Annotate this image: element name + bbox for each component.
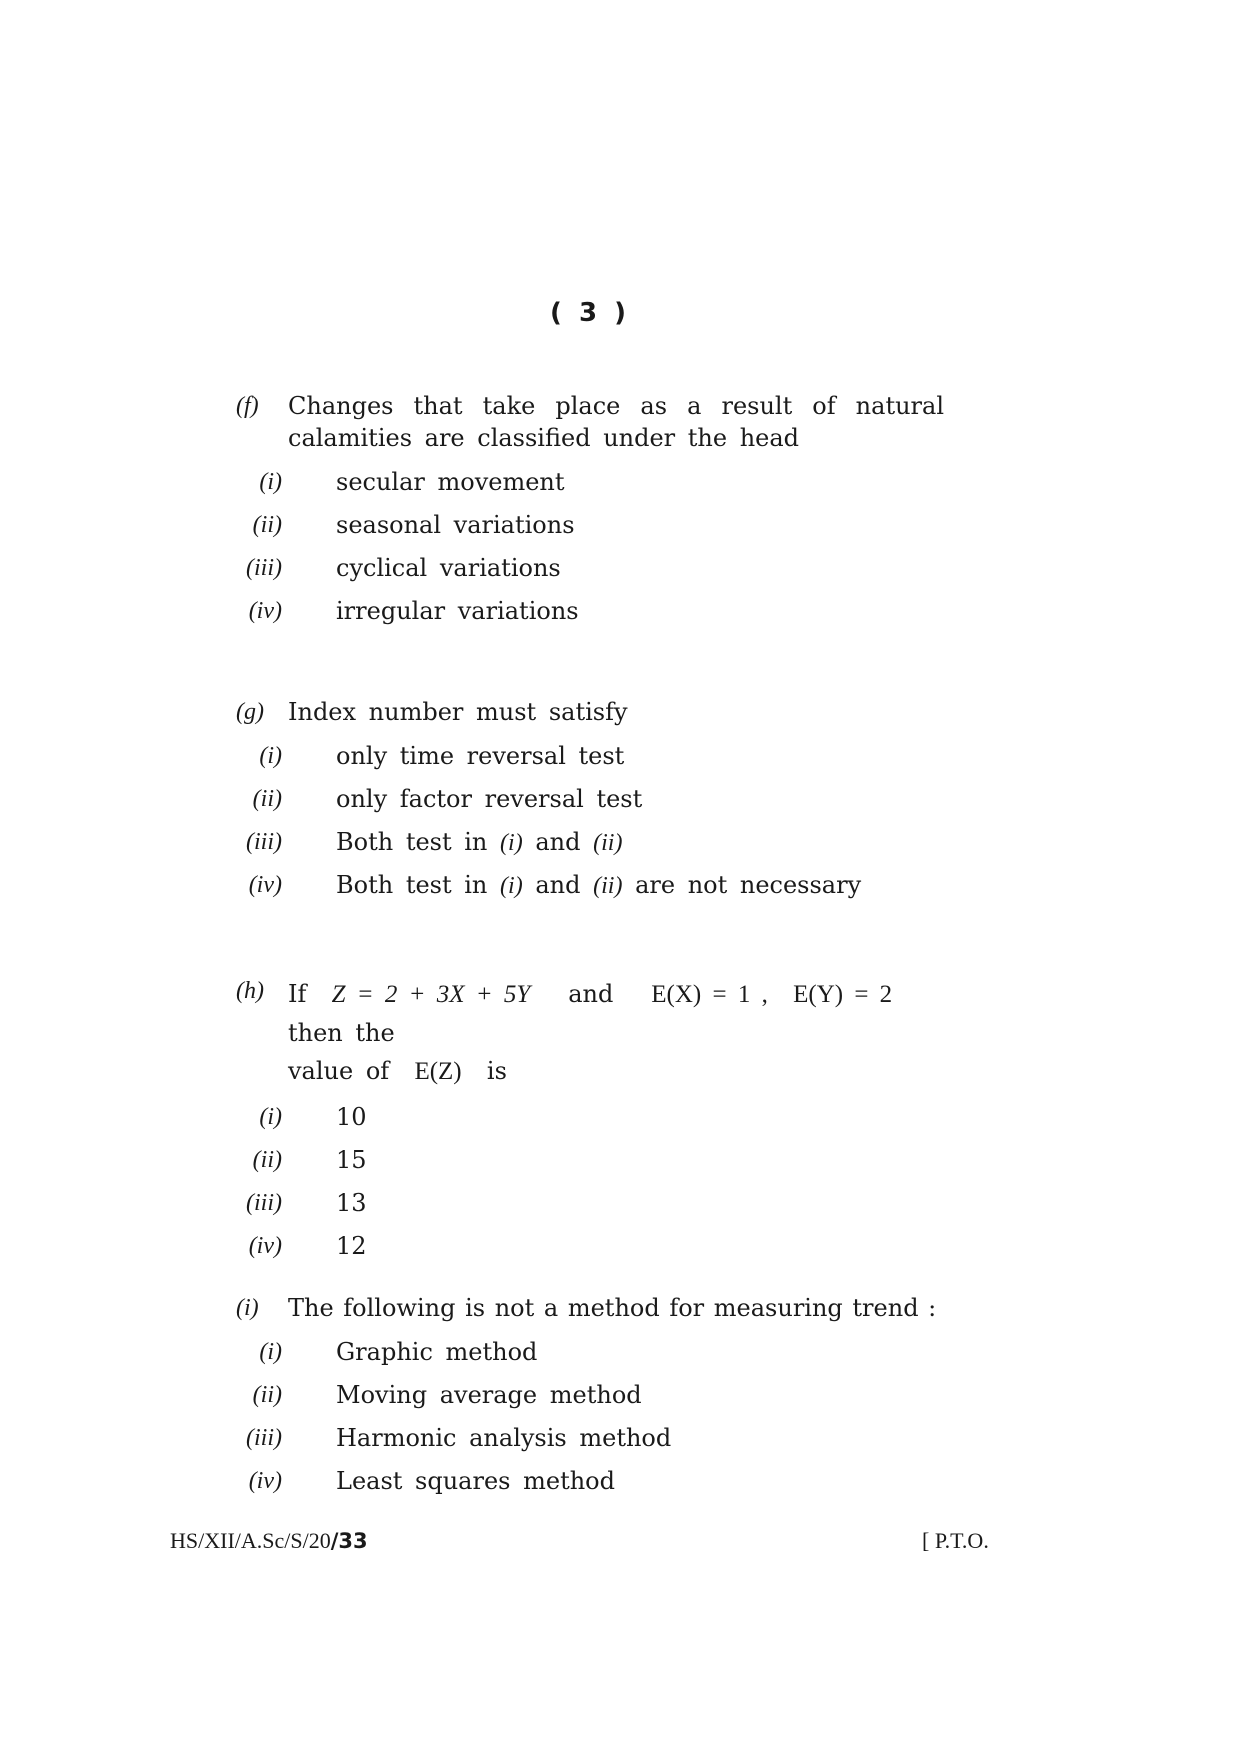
option-label: (ii) bbox=[252, 1147, 282, 1173]
question-text: Changes that take place as a result of natural calamities are classified under the head bbox=[288, 392, 944, 452]
option-label: (i) bbox=[259, 1339, 282, 1365]
question-label: (i) bbox=[236, 1295, 259, 1321]
option-text: cyclical variations bbox=[336, 554, 561, 582]
option-label: (iv) bbox=[248, 1468, 282, 1494]
option-item bbox=[259, 740, 944, 783]
option-item bbox=[246, 1187, 944, 1230]
option-text: 15 bbox=[336, 1146, 367, 1174]
question-h bbox=[236, 975, 944, 1273]
options-list bbox=[246, 740, 944, 912]
option-text: irregular variations bbox=[336, 597, 579, 625]
option-text: Least squares method bbox=[336, 1467, 615, 1495]
option-label: (iii) bbox=[246, 555, 282, 581]
option-label: (ii) bbox=[252, 786, 282, 812]
question-label: (g) bbox=[236, 699, 264, 725]
question-text: The following is not a method for measuring trend : bbox=[288, 1294, 937, 1322]
option-label: (iv) bbox=[248, 872, 282, 898]
options-list bbox=[246, 1336, 944, 1508]
option-text: 10 bbox=[336, 1103, 367, 1131]
option-item bbox=[246, 1422, 944, 1465]
page-number: ( 3 ) bbox=[550, 298, 630, 328]
options-list bbox=[246, 466, 944, 638]
option-label: (ii) bbox=[252, 1382, 282, 1408]
question-f bbox=[236, 390, 944, 638]
option-item bbox=[246, 826, 944, 869]
option-item bbox=[252, 1144, 944, 1187]
question-label: (h) bbox=[236, 978, 264, 1004]
equation: E(Z) bbox=[414, 1058, 462, 1085]
option-item bbox=[252, 1379, 944, 1422]
option-label: (iii) bbox=[246, 1425, 282, 1451]
option-text: Both test in (i) and (ii) bbox=[336, 828, 623, 856]
option-item bbox=[259, 466, 944, 509]
option-label: (i) bbox=[259, 743, 282, 769]
option-item bbox=[252, 783, 944, 826]
question-label: (f) bbox=[236, 393, 259, 419]
option-text: 12 bbox=[336, 1232, 367, 1260]
exam-code: HS/XII/A.Sc/S/20/33 bbox=[170, 1528, 368, 1553]
question-g bbox=[236, 696, 944, 912]
option-item bbox=[246, 552, 944, 595]
option-text: Harmonic analysis method bbox=[336, 1424, 672, 1452]
option-text: only time reversal test bbox=[336, 742, 625, 770]
option-item bbox=[252, 509, 944, 552]
equation: E(Y) = 2 bbox=[793, 981, 893, 1008]
option-text: Graphic method bbox=[336, 1338, 538, 1366]
option-text: secular movement bbox=[336, 468, 565, 496]
option-label: (iv) bbox=[248, 1233, 282, 1259]
option-text: only factor reversal test bbox=[336, 785, 643, 813]
option-item bbox=[259, 1336, 944, 1379]
question-text: Index number must satisfy bbox=[288, 698, 628, 726]
option-label: (i) bbox=[259, 469, 282, 495]
equation: E(X) = 1 , bbox=[651, 981, 768, 1008]
option-text: Both test in (i) and (ii) are not necessary bbox=[336, 871, 862, 899]
equation: Z = 2 + 3X + 5Y bbox=[331, 981, 531, 1008]
option-label: (i) bbox=[259, 1104, 282, 1130]
option-item bbox=[248, 595, 944, 638]
option-label: (iii) bbox=[246, 829, 282, 855]
option-item bbox=[248, 1230, 944, 1273]
option-text: 13 bbox=[336, 1189, 367, 1217]
option-item bbox=[248, 869, 944, 912]
options-list bbox=[246, 1101, 944, 1273]
option-item bbox=[259, 1101, 944, 1144]
question-text: If Z = 2 + 3X + 5Y and E(X) = 1 , E(Y) = 2 then the value of E(Z) is bbox=[288, 980, 893, 1085]
option-text: seasonal variations bbox=[336, 511, 575, 539]
option-item bbox=[248, 1465, 944, 1508]
option-text: Moving average method bbox=[336, 1381, 642, 1409]
pto-marker: [ P.T.O. bbox=[922, 1528, 989, 1553]
option-label: (ii) bbox=[252, 512, 282, 538]
question-i bbox=[236, 1292, 944, 1508]
option-label: (iv) bbox=[248, 598, 282, 624]
option-label: (iii) bbox=[246, 1190, 282, 1216]
